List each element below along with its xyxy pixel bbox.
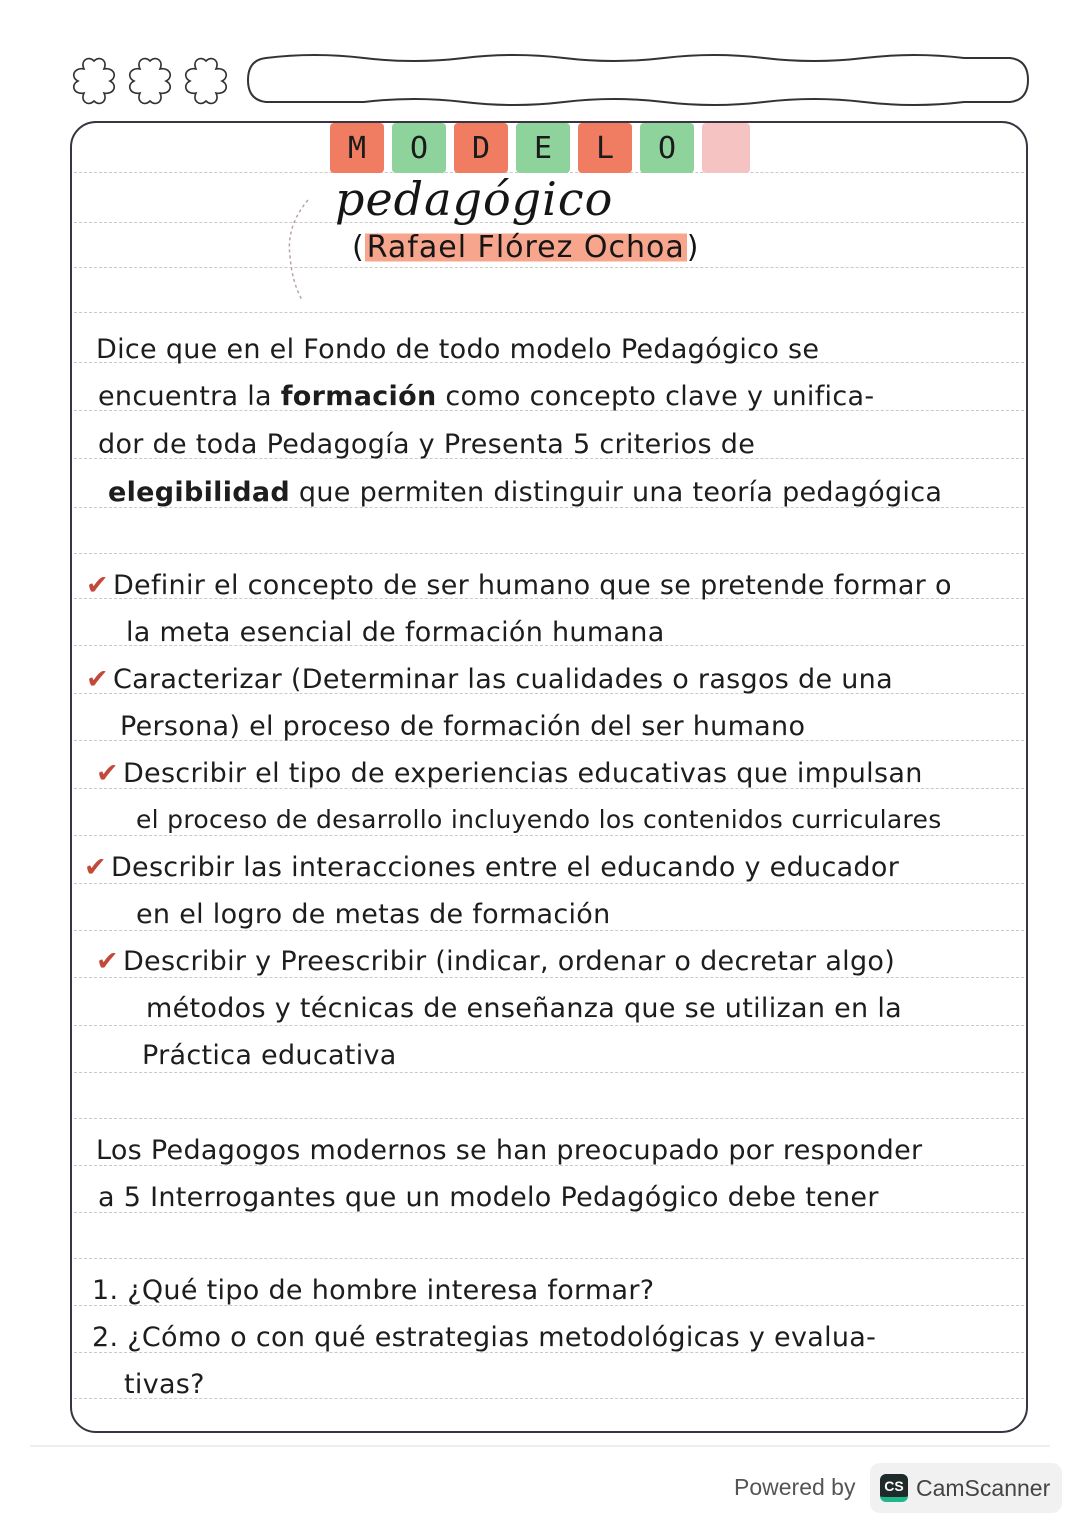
flower-icon — [180, 55, 232, 107]
author-paren-close: ) — [686, 230, 700, 265]
checkmark-icon: ✔ — [84, 852, 107, 883]
ruled-line — [74, 1118, 1024, 1119]
title-modelo — [330, 123, 758, 173]
author-paren-open: ( — [352, 230, 365, 265]
page-subtitle: pedagógico — [335, 172, 614, 226]
questions-intro-line-2: a 5 Interrogantes que un modelo Pedagógico debe tener — [98, 1182, 879, 1213]
title-letter-tile: L — [578, 123, 632, 173]
ruled-line — [74, 977, 1024, 978]
criterion-text-cont: en el logro de metas de formación — [136, 899, 611, 930]
intro-line-1: Dice que en el Fondo de todo modelo Pedagógico se — [96, 334, 820, 365]
criterion-item — [84, 852, 899, 883]
criterion-text: Describir el tipo de experiencias educativas que impulsan — [122, 758, 923, 789]
ruled-line — [74, 267, 1024, 268]
flower-icon — [124, 55, 176, 107]
intro-line-3: dor de toda Pedagogía y Presenta 5 criterios de — [98, 429, 756, 460]
camscanner-badge[interactable] — [870, 1463, 1062, 1513]
camscanner-brand: CamScanner — [916, 1474, 1051, 1501]
checkmark-icon: ✔ — [96, 758, 119, 789]
ruled-line — [74, 1398, 1024, 1399]
keyword-formacion: formación — [280, 381, 437, 412]
ruled-line — [74, 1258, 1024, 1259]
criterion-text: Definir el concepto de ser humano que se pretende formar o — [112, 570, 952, 601]
criterion-text-cont: Práctica educativa — [142, 1040, 397, 1071]
criterion-text-cont: el proceso de desarrollo incluyendo los contenidos curriculares — [136, 805, 942, 834]
title-letter-tile: D — [454, 123, 508, 173]
title-letter-tile: E — [516, 123, 570, 173]
criterion-item — [96, 946, 895, 977]
ruled-line — [74, 312, 1024, 313]
camscanner-logo-icon: CS — [880, 1474, 908, 1502]
criterion-text-cont: Persona) el proceso de formación del ser humano — [120, 711, 806, 742]
title-blank-tile — [702, 123, 750, 173]
author-line — [352, 230, 700, 265]
criterion-text: Describir y Preescribir (indicar, ordenar o decretar algo) — [122, 946, 896, 977]
powered-by-label: Powered by — [734, 1474, 856, 1500]
keyword-elegibilidad: elegibilidad — [108, 477, 291, 508]
ruled-line — [74, 930, 1024, 931]
title-letter-tile: M — [330, 123, 384, 173]
title-letter-tile: O — [640, 123, 694, 173]
bracket-doodle — [282, 196, 312, 306]
intro-text: que permiten distinguir una teoría pedagógica — [298, 477, 943, 508]
ruled-line — [74, 1072, 1024, 1073]
intro-line-4 — [108, 477, 942, 508]
criterion-item — [86, 664, 893, 695]
ruled-line — [74, 835, 1024, 836]
criterion-text-cont: métodos y técnicas de enseñanza que se utilizan en la — [146, 993, 902, 1024]
question-item-cont: tivas? — [124, 1369, 205, 1400]
intro-text: como concepto clave y unifica- — [445, 381, 875, 412]
criterion-item — [86, 570, 952, 601]
footer-divider — [30, 1445, 1050, 1447]
checkmark-icon: ✔ — [96, 946, 119, 977]
criterion-text-cont: la meta esencial de formación humana — [126, 617, 665, 648]
ruled-line — [74, 1025, 1024, 1026]
question-item: 1. ¿Qué tipo de hombre interesa formar? — [92, 1275, 655, 1306]
criterion-item — [96, 758, 923, 789]
checkmark-icon: ✔ — [86, 570, 109, 601]
flower-icon — [68, 55, 120, 107]
criterion-text: Describir las interacciones entre el educando y educador — [110, 852, 900, 883]
flower-doodles — [68, 55, 232, 107]
ruled-line — [74, 553, 1024, 554]
title-letter-tile: O — [392, 123, 446, 173]
ruled-line — [74, 883, 1024, 884]
wavy-title-banner — [244, 52, 1030, 108]
intro-line-2 — [98, 381, 874, 412]
question-item: 2. ¿Cómo o con qué estrategias metodológicas y evalua- — [92, 1322, 877, 1353]
criterion-text: Caracterizar (Determinar las cualidades o rasgos de una — [112, 664, 893, 695]
intro-text: encuentra la — [98, 381, 272, 412]
author-name: Rafael Flórez Ochoa — [366, 230, 685, 265]
questions-intro-line-1: Los Pedagogos modernos se han preocupado por responder — [96, 1135, 923, 1166]
checkmark-icon: ✔ — [86, 664, 109, 695]
